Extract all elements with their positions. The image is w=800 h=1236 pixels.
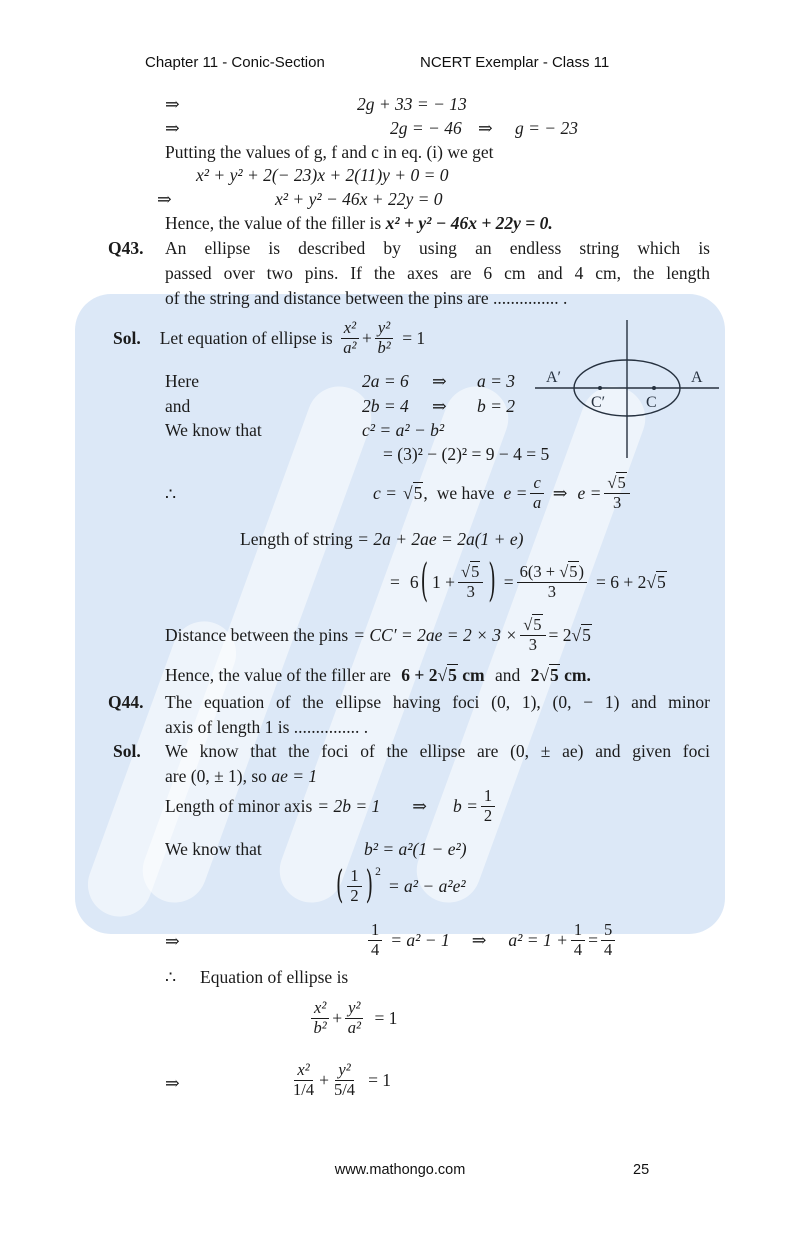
implies-icon: ⇒: [412, 795, 427, 816]
sqrt-5: √5: [646, 571, 666, 592]
fraction: $\frac{1}{2}$: [481, 787, 495, 825]
math-line: x² + y² − 46x + 22y = 0: [275, 189, 443, 209]
therefore-icon: ∴: [165, 484, 177, 504]
sol-intro-text: Let equation of ellipse is: [159, 327, 333, 348]
ellipse-diagram: [533, 312, 725, 462]
equals-one: = 1: [374, 1007, 398, 1028]
fraction: $\frac{\text{x²}}{1/4}$: [293, 1060, 315, 1099]
implies-icon: ⇒: [165, 94, 180, 114]
header-chapter: Chapter 11 - Conic-Section: [145, 54, 325, 71]
math-line: b² = a²(1 − e²): [364, 839, 467, 859]
footer-url: www.mathongo.com: [334, 1162, 466, 1178]
focus-point-right: [652, 386, 656, 390]
focus-point-left: [598, 386, 602, 390]
fraction: $\frac{\text{x²}}{\text{b²}}$: [311, 999, 329, 1037]
fraction: $\frac{1}{4}$: [368, 921, 382, 959]
fraction: $\frac{√5}{3}$: [458, 563, 483, 601]
minor-axis-line: Length of minor axis = 2b = 1 ⇒ b = $\frac{1}{2}$: [165, 782, 498, 830]
fraction: $\frac{1}{4}$: [571, 921, 585, 959]
ellipse-equation-line: [308, 991, 397, 1045]
question-text: The equation of the ellipse having foci (0, 1), (0, − 1) and minor: [165, 692, 710, 712]
implies-icon: ⇒: [165, 1073, 180, 1093]
exponent: 2: [375, 866, 381, 878]
equals-one: = 1: [402, 327, 426, 348]
implies-icon: ⇒: [157, 189, 172, 209]
question-text: An ellipse is described by using an endless string which is: [165, 238, 710, 258]
half-squared-line: ( $\frac{1}{2}$ ) 2 = a² − a²e²: [336, 863, 466, 907]
final-equation-line: [288, 1053, 391, 1107]
math-line: 2b = 4: [362, 396, 409, 416]
equals-one: = 1: [368, 1069, 392, 1090]
question-number-q43: Q43.: [108, 238, 144, 258]
math-line: 2g + 33 = − 13: [357, 94, 467, 114]
solution-text: We know that the foci of the ellipse are (0, ± ae) and given foci: [165, 741, 710, 761]
hence-text: Hence, the value of the filler is: [165, 213, 382, 233]
eccentricity-line: c = √5 , we have e = $\frac{c}{a}$ ⇒ e = $\frac{√5}{3}$: [373, 470, 633, 516]
a-squared-line: $\frac{1}{4}$ = a² − 1 ⇒ a² = 1 + $\frac{1}{4}$ = $\frac{5}{4}$: [365, 913, 618, 967]
answer-2: 2√5 cm.: [530, 665, 591, 685]
fraction: 6(3 + √5 ) 3: [517, 563, 587, 601]
fraction: $\frac{\text{x²}}{\text{a²}}$: [341, 319, 359, 357]
big-paren-right: ): [365, 863, 374, 907]
implies-icon: ⇒: [432, 396, 447, 416]
sol-label: Sol.: [113, 741, 141, 761]
focus-label-c-prime: C′: [591, 394, 606, 411]
big-paren-left: (: [336, 863, 344, 907]
focus-label-c: C: [646, 394, 657, 411]
fraction: $\frac{\text{y²}}{\text{a²}}$: [345, 999, 363, 1037]
solution-intro-line: [113, 314, 425, 362]
plus-sign: +: [319, 1069, 329, 1090]
implies-icon: ⇒: [432, 371, 447, 391]
sqrt-5: √5: [402, 482, 423, 503]
text-line: [165, 211, 553, 236]
length-string-eval-line: = 6 ( 1 + $\frac{√5}{3}$ ) = 6(3 + √5 ) 3 = 6 + 2 √5: [390, 554, 666, 607]
text-line: Equation of ellipse is: [200, 967, 349, 987]
solution-text: are (0, ± 1), so ae = 1: [165, 766, 318, 786]
text-line: Here: [165, 371, 200, 391]
big-paren-right: ): [488, 554, 496, 607]
header-book: NCERT Exemplar - Class 11: [420, 54, 610, 71]
question-number-q44: Q44.: [108, 692, 144, 712]
math-line: 2g = − 46: [390, 118, 462, 138]
implies-icon: ⇒: [552, 482, 568, 503]
math-line: 2a = 6: [362, 371, 409, 391]
vertex-label-a-prime: A′: [546, 369, 562, 386]
hence-line: Hence, the value of the filler are 6 + 2√5 cm and 2√5 cm.: [165, 665, 591, 685]
fraction: $\frac{√5}{3}$: [520, 616, 545, 654]
question-text: passed over two pins. If the axes are 6 cm and 4 cm, the length: [165, 263, 710, 283]
fraction: $\frac{c}{a}$: [530, 474, 543, 512]
math-line: b = 2: [477, 396, 516, 416]
answer-1: 6 + 2√5 cm: [401, 665, 485, 685]
math-line: c² = a² − b²: [362, 420, 445, 440]
math-line: a = 3: [477, 371, 516, 391]
math-line: x² + y² + 2(− 23)x + 2(11)y + 0 = 0: [196, 165, 449, 185]
text-line: and: [165, 396, 191, 416]
plus-sign: +: [362, 327, 372, 348]
vertex-label-a: A: [691, 369, 703, 386]
implies-icon: ⇒: [165, 118, 180, 138]
fraction: $\frac{\text{y²}}{\text{b²}}$: [375, 319, 393, 357]
fraction: $\frac{5}{4}$: [601, 921, 615, 959]
therefore-icon: ∴: [165, 967, 177, 987]
page-number: 25: [633, 1162, 650, 1178]
text-line: We know that: [165, 839, 262, 859]
big-paren-left: (: [420, 554, 429, 607]
math-line: = (3)² − (2)² = 9 − 4 = 5: [383, 444, 550, 464]
text-line: Putting the values of g, f and c in eq. (i) we get: [165, 142, 494, 162]
fraction: $\frac{1}{2}$: [347, 867, 361, 905]
plus-sign: +: [332, 1007, 343, 1028]
text-line: We know that: [165, 420, 262, 440]
question-text: of the string and distance between the pins are ............... .: [165, 288, 568, 308]
implies-icon: ⇒: [471, 929, 487, 950]
filler-answer: x² + y² − 46x + 22y = 0.: [385, 213, 553, 233]
fraction: $\frac{\text{y²}}{5/4}$: [333, 1060, 356, 1099]
length-string-line: Length of string = 2a + 2ae = 2a(1 + e): [240, 529, 524, 549]
fraction: $\frac{√5}{3}$: [604, 474, 629, 512]
math-line: g = − 23: [515, 118, 578, 138]
sqrt-5: √5: [571, 624, 591, 645]
distance-line: Distance between the pins = CC′ = 2ae = 2 × 3 × $\frac{√5}{3}$ = 2 √5: [165, 615, 591, 654]
implies-icon: ⇒: [165, 931, 180, 951]
implies-icon: ⇒: [478, 118, 493, 138]
question-text: axis of length 1 is ............... .: [165, 717, 369, 737]
sol-label: Sol.: [113, 327, 141, 348]
